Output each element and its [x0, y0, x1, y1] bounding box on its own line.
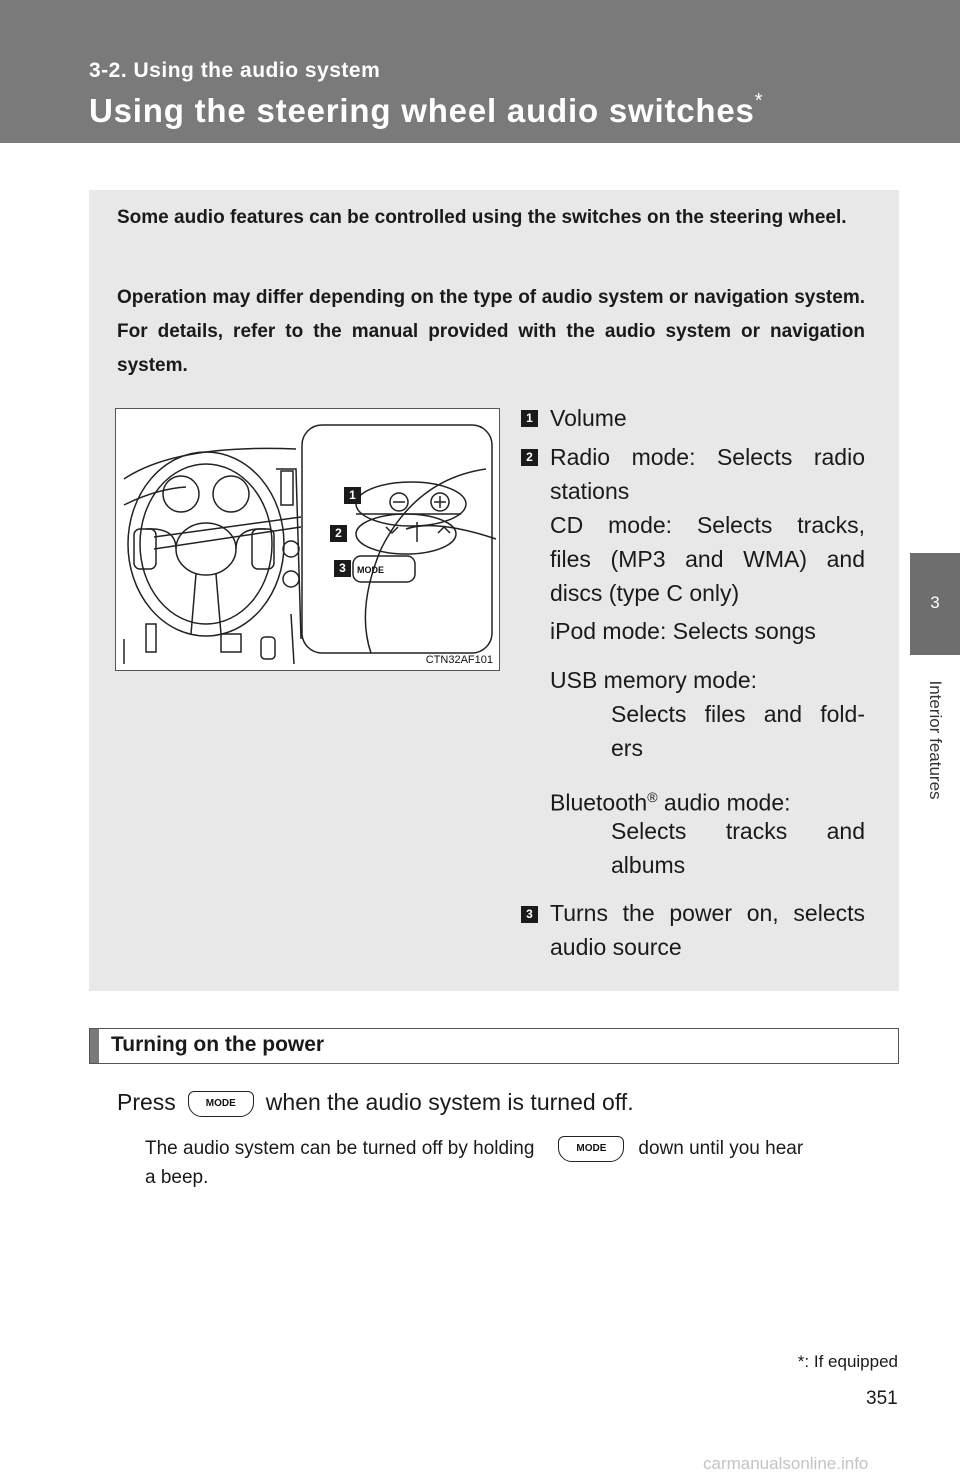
equipped-mark: *: [754, 90, 764, 112]
legend-bluetooth-suffix: audio mode:: [657, 789, 791, 816]
page-number: 351: [866, 1388, 898, 1409]
legend-item-2-line2: stations: [550, 478, 630, 504]
press-word: Press: [117, 1089, 176, 1115]
legend-badge-3: 3: [521, 906, 538, 923]
mode-button-icon: MODE: [188, 1091, 254, 1117]
legend-usb-desc-line2: ers: [611, 735, 643, 761]
legend-usb-desc-line1: Selects files and fold-: [611, 701, 865, 727]
figure-code: CTN32AF101: [425, 654, 493, 666]
subsection-heading-box: [89, 1028, 899, 1064]
chapter-label: Interior features: [926, 680, 945, 800]
intro-paragraph-2: Operation may differ depending on the type of audio system or navigation system. For details, refer to the manual provided with the audio system or navigation system.: [117, 287, 865, 376]
legend-usb: USB memory mode:: [550, 667, 758, 693]
note-line-2: a beep.: [145, 1167, 209, 1188]
section-label: 3-2. Using the audio system: [89, 59, 381, 82]
chapter-number: 3: [930, 593, 940, 612]
legend-cd-line2: files (MP3 and WMA) and: [550, 546, 865, 572]
subsection-heading: Turning on the power: [111, 1033, 325, 1056]
press-instruction: [117, 1089, 634, 1117]
legend-ipod: iPod mode: Selects songs: [550, 618, 816, 644]
steering-wheel-figure: [115, 408, 500, 671]
legend-bt-desc-line1: Selects tracks and: [611, 818, 865, 844]
steering-wheel-illustration: [116, 409, 499, 670]
page-title: [89, 92, 763, 130]
footnote: *: If equipped: [797, 1352, 898, 1371]
watermark: carmanualsonline.info: [703, 1454, 869, 1473]
registered-mark: ®: [647, 789, 658, 805]
press-suffix: when the audio system is turned off.: [265, 1089, 634, 1115]
figure-callout-3: 3: [334, 560, 351, 577]
legend-cd-line3: discs (type C only): [550, 580, 740, 606]
legend-badge-2: 2: [521, 449, 538, 466]
figure-mode-label: MODE: [357, 565, 384, 575]
note-line-1: [145, 1136, 803, 1162]
subsection-heading-bar: [90, 1029, 99, 1063]
note-suffix: down until you hear: [638, 1138, 804, 1160]
mode-button-icon-note: MODE: [558, 1136, 624, 1162]
header-band: [0, 0, 960, 143]
legend-cd-line1: CD mode: Selects tracks,: [550, 512, 865, 538]
legend-item-3-line2: audio source: [550, 934, 682, 960]
note-prefix: The audio system can be turned off by holding: [145, 1138, 535, 1160]
intro-paragraph-1: Some audio features can be controlled using the switches on the steering wheel.: [117, 207, 847, 228]
chapter-tab: [910, 553, 960, 655]
figure-callout-1: 1: [344, 487, 361, 504]
page-title-text: Using the steering wheel audio switches: [89, 92, 755, 129]
legend-bt-desc-line2: albums: [611, 852, 686, 878]
legend-bluetooth-prefix: Bluetooth: [550, 789, 648, 816]
legend-item-3-line1: Turns the power on, selects: [550, 900, 865, 926]
figure-callout-2: 2: [330, 525, 347, 542]
legend-badge-1: 1: [521, 410, 538, 427]
legend-item-2-line1: Radio mode: Selects radio: [550, 444, 865, 470]
legend-item-1: Volume: [550, 405, 627, 431]
